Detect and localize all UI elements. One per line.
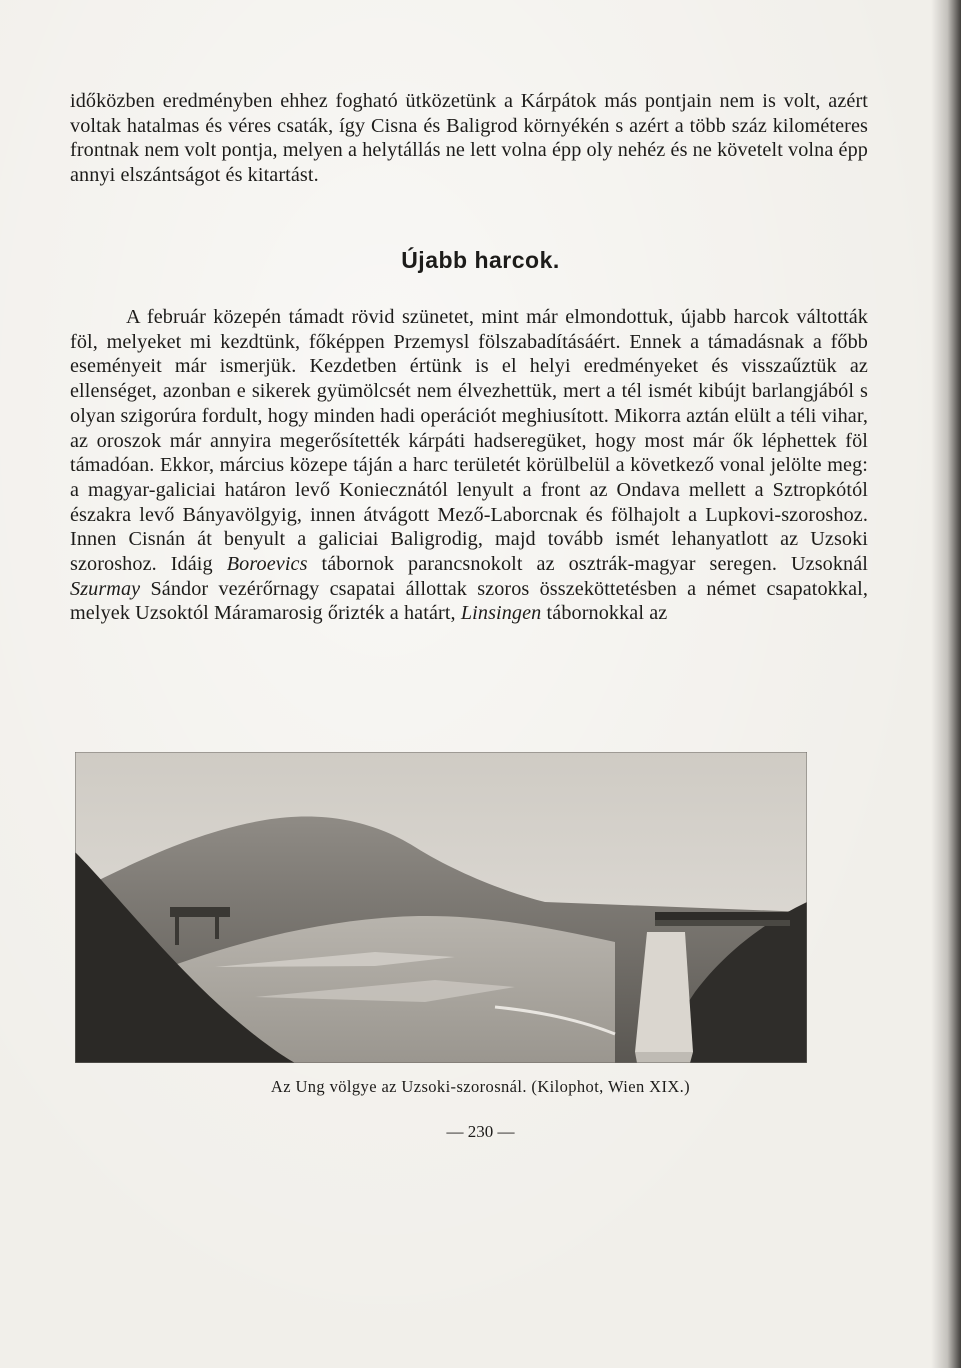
- continuation-paragraph: [70, 89, 868, 188]
- name-boroevics: Boroevics: [226, 553, 308, 576]
- section-body-part2: tábornok parancsnokolt az osztrák-magyar seregen. Uzsoknál: [321, 553, 869, 576]
- photo-bridge-pillar: [175, 917, 179, 945]
- photo-bridge-truss: [655, 920, 790, 926]
- photo-bridge-pier-base: [635, 1052, 693, 1063]
- name-szurmay: Szurmay: [70, 577, 141, 600]
- valley-photograph: [75, 752, 807, 1063]
- figure-caption: Az Ung völgye az Uzsoki-szorosnál. (Kilophot, Wien XIX.): [270, 1077, 691, 1096]
- name-linsingen: Linsingen: [460, 602, 542, 625]
- photo-left-bridge: [170, 907, 230, 917]
- scan-shadow-edge: [931, 0, 961, 1368]
- continuation-text: időközben eredményben ehhez fogható ütközetünk a Kárpátok más pontjain nem is volt, azért voltak hatalmas és véres csaták, így Cisna és Baligrod környékén s azért a több száz kilométeres frontnak nem volt pontja, melyen a helytállás ne lett volna épp oly nehéz és ne követelt volna épp annyi elszántságot és kitartást.: [70, 90, 868, 187]
- valley-photo-illustration: [75, 752, 807, 1063]
- section-body-part4: tábornokkal az: [546, 602, 668, 625]
- section-body-part3: Sándor vezérőrnagy csapatai állottak szoros összeköttetésben a német csapatokkal, melyek Uzsoktól Máramarosig őrizték a határt,: [70, 577, 868, 625]
- photo-bridge-pillar: [215, 917, 219, 939]
- section-paragraph: [70, 305, 868, 626]
- page-number: — 230 —: [446, 1122, 515, 1141]
- section-body: [70, 305, 868, 626]
- section-body-part1: A február közepén támadt rövid szünetet, mint már elmondottuk, újabb harcok váltották föl, melyeket mi kezdtünk, főképpen Przemysl fölszabadításáért. Ennek a támadásnak a főbb eseményeit már ismerjük. Kezdetben értünk is el helyi eredményeket és visszaűztük az ellenséget, azonban e sikerek gyümölcsét nem élvezhettük, mert a tél ismét kibújt barlangjából s olyan szigorúra fordult, hogy minden hadi operációt meghiusított. Mikorra aztán elült a téli vihar, az oroszok már annyira megerősítették kárpáti hadseregüket, hogy most már ők léphettek föl támadóan. Ekkor, március közepe táján a harc területét körülbelül a következő vonal jelölte meg: a magyar-galiciai határon levő Koniecznától lenyult a front az Ondava mellett a Sztropkótól északra levő Bányavölgyig, innen átvágott Mező-Laborcnak és fölhajolt a Lupkovi-szoroshoz. Innen Cisnán át benyult a galiciai Baligrodig, majd tovább ismét lehanyatlott az Uzsoki szoroshoz. Idáig: [70, 306, 868, 576]
- section-heading: Újabb harcok.: [401, 247, 560, 273]
